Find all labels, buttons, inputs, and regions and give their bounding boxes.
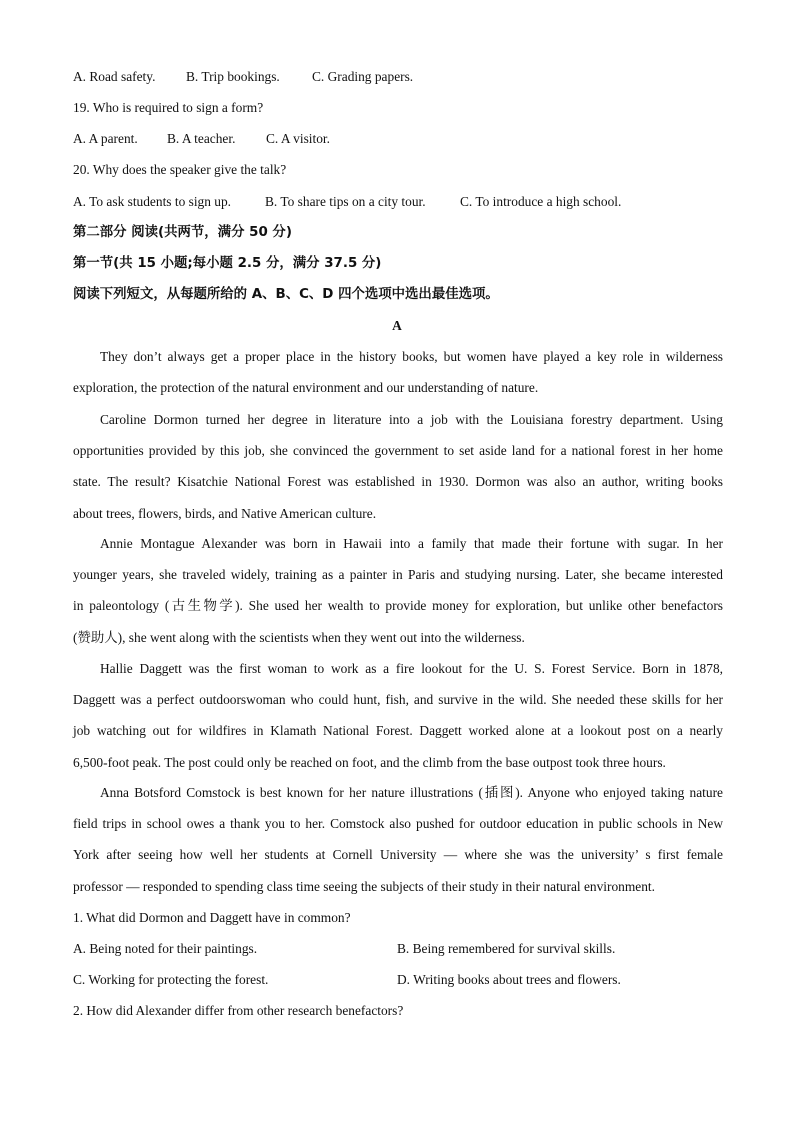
q19-option-b: B. A teacher. (167, 131, 236, 146)
paragraph-line: Anna Botsford Comstock is best known for her nature illustrations (插图). Anyone who enjoyed taking nature (100, 785, 723, 800)
paragraph-line: exploration, the protection of the natural environment and our understanding of nature. (73, 380, 539, 396)
paragraph-line: state. The result? Kisatchie National Forest was established in 1930. Dormon was also an author, writing books (73, 474, 723, 490)
q19-options (73, 130, 330, 148)
q1-stem: 1. What did Dormon and Daggett have in common? (73, 910, 351, 925)
paragraph-line: Hallie Daggett was the first woman to work as a fire lookout for the U. S. Forest Service. Born in 1878, (100, 661, 723, 676)
passage-label: A (392, 318, 402, 333)
q20-options (73, 193, 621, 211)
paragraph-line: in paleontology (古生物学). She used her wealth to provide money for exploration, but unlike other benefactors (73, 598, 723, 614)
q1-option-b: B. Being remembered for survival skills. (397, 941, 616, 956)
q19-option-a: A. A parent. (73, 131, 138, 146)
paragraph-line: Daggett was a perfect outdoorswoman who could hunt, fish, and survive in the wild. She needed these skills for her (73, 692, 723, 708)
q18-option-c: C. Grading papers. (312, 69, 414, 84)
paragraph-line: Caroline Dormon turned her degree in literature into a job with the Louisiana forestry department. Using (100, 412, 723, 427)
section2-title: 第二部分 阅读(共两节，满分 50 分) (73, 225, 292, 240)
q1-option-d: D. Writing books about trees and flowers. (397, 972, 621, 987)
paragraph-line: field trips in school owes a thank you to her. Comstock also pushed for outdoor education in public schools in New (73, 816, 723, 832)
section2-part1-title: 第一节(共 15 小题;每小题 2.5 分，满分 37.5 分) (73, 256, 382, 271)
reading-instruction: 阅读下列短文，从每题所给的 A、B、C、D 四个选项中选出最佳选项。 (73, 287, 499, 302)
paragraph-line: York after seeing how well her students at Cornell University — where she was the university’ s first female (73, 847, 723, 863)
passage-paragraph-2 (73, 404, 723, 529)
paragraph-line: younger years, she traveled widely, training as a painter in Paris and studying nursing. Later, she became interested (73, 567, 723, 583)
q18-options (73, 68, 413, 86)
q1-options-row-1 (73, 940, 615, 958)
q19-option-c: C. A visitor. (266, 131, 330, 146)
q20-option-a: A. To ask students to sign up. (73, 194, 232, 209)
paragraph-line: 6,500-foot peak. The post could only be reached on foot, and the climb from the base outpost took three hours. (73, 754, 666, 770)
q20-stem: 20. Why does the speaker give the talk? (73, 162, 287, 177)
paragraph-line: about trees, flowers, birds, and Native American culture. (73, 505, 377, 521)
q20-option-b: B. To share tips on a city tour. (265, 194, 426, 209)
passage-paragraph-4 (73, 653, 723, 778)
passage-paragraph-5 (73, 777, 723, 902)
q18-option-a: A. Road safety. (73, 69, 156, 84)
paragraph-line: Annie Montague Alexander was born in Hawaii into a family that made their fortune with sugar. In her (100, 536, 723, 551)
passage-paragraph-1 (73, 341, 723, 403)
q1-options-row-2 (73, 971, 621, 989)
paragraph-line: (赞助人), she went along with the scientists when they went out into the wilderness. (73, 629, 525, 645)
q1-option-a: A. Being noted for their paintings. (73, 941, 258, 956)
q20-option-c: C. To introduce a high school. (460, 194, 622, 209)
paragraph-line: professor — responded to spending class time seeing the subjects of their study in their natural environment. (73, 878, 655, 894)
q18-option-b: B. Trip bookings. (186, 69, 280, 84)
q1-option-c: C. Working for protecting the forest. (73, 972, 269, 987)
paragraph-line: opportunities provided by this job, she convinced the government to set aside land for a national forest in her home (73, 443, 723, 459)
q2-stem: 2. How did Alexander differ from other research benefactors? (73, 1003, 404, 1018)
paragraph-line: They don’t always get a proper place in the history books, but women have played a key role in wilderness (100, 349, 723, 364)
paragraph-line: job watching out for wildfires in Klamath National Forest. Daggett worked alone at a lookout post on a nearly (73, 723, 723, 739)
passage-paragraph-3 (73, 528, 723, 653)
q19-stem: 19. Who is required to sign a form? (73, 100, 264, 115)
